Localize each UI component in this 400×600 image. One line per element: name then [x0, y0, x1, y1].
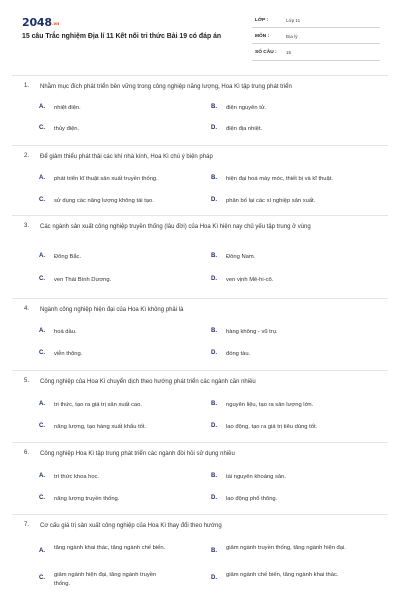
option-text: giảm ngành chế biến, tăng ngành khai thác. [226, 572, 339, 578]
question-text: Cơ cấu giá trị sản xuất công nghiệp của Hoa Kì thay đổi theo hướng [40, 523, 222, 529]
option-text: trí thức khoa học. [54, 474, 100, 480]
question-divider [12, 145, 388, 146]
option-text: sử dụng các năng lượng không tái tạo. [54, 198, 154, 204]
option-letter: A. [39, 401, 45, 407]
option-text: phát triển kĩ thuật sản xuất truyền thống. [54, 176, 158, 182]
option-text: tri thức, tạo ra giá trị sản xuất cao. [54, 402, 142, 408]
option-letter: D. [211, 575, 217, 581]
option-letter: A. [39, 548, 45, 554]
meta-row-count [252, 47, 380, 61]
meta-label-count: SỐ CÂU : [255, 50, 277, 56]
option-letter: C. [39, 423, 45, 429]
option-letter: D. [211, 197, 217, 203]
site-logo[interactable] [22, 16, 59, 29]
option-letter: C. [39, 495, 45, 501]
document-header [0, 0, 400, 68]
option-letter: C. [39, 125, 45, 131]
question-number: 4. [24, 306, 30, 312]
question-text: Nhằm mục đích phát triển bền vững trong công nghiệp năng lượng, Hoa Kì tập trung phát triển [40, 84, 292, 90]
question-text: Các ngành sản xuất công nghiệp truyền thống (lâu đời) của Hoa Kì hiện nay chủ yếu tập trung ở vùng [40, 224, 311, 230]
question-number: 6. [24, 450, 30, 456]
option-text: ven vịnh Mê-hi-cô. [226, 277, 274, 283]
option-text: Đông Bắc. [54, 254, 82, 260]
option-letter: D. [211, 125, 217, 131]
question-divider [12, 514, 388, 515]
meta-value-class: Lớp 11 [286, 17, 301, 23]
option-letter: A. [39, 328, 45, 334]
logo-main: 2048 [22, 16, 52, 29]
option-letter: B. [211, 401, 217, 407]
meta-label-class: LỚP : [255, 17, 269, 23]
question-text: Ngành công nghiệp hiện đại của Hoa Kì không phải là [40, 307, 184, 313]
question-number: 1. [24, 83, 30, 89]
option-text: hoá dầu. [54, 329, 77, 335]
option-letter: C. [39, 197, 45, 203]
meta-value-subject: Địa lý [286, 33, 298, 39]
question-text: Để giảm thiểu phát thải các khí nhà kính, Hoa Kì chú ý biện pháp [40, 154, 213, 160]
option-text: điện địa nhiệt. [226, 126, 263, 132]
logo-suffix: .vn [51, 22, 60, 27]
question-divider [12, 370, 388, 371]
meta-row-class [252, 14, 380, 28]
option-text: giảm ngành truyền thống, tăng ngành hiện đại. [226, 545, 346, 551]
option-text: thủy điện. [54, 126, 80, 132]
option-text: nguyên liệu, tạo ra sản lượng lớn. [226, 402, 314, 408]
option-text: viễn thông. [54, 351, 83, 357]
option-letter: D. [211, 423, 217, 429]
question-divider [12, 75, 388, 76]
option-letter: C. [39, 276, 45, 282]
meta-row-subject [252, 30, 380, 44]
option-letter: B. [211, 253, 217, 259]
question-number: 3. [24, 223, 30, 229]
option-text: ven Thái Bình Dương. [54, 277, 112, 283]
option-text: hiện đại hoá máy móc, thiết bị và kĩ thuật. [226, 176, 333, 182]
option-letter: D. [211, 495, 217, 501]
question-number: 2. [24, 153, 30, 159]
question-text: Công nghiệp của Hoa Kì chuyển dịch theo hướng phát triển các ngành cần nhiều [40, 379, 256, 385]
option-letter: B. [211, 328, 217, 334]
meta-value-count: 15 [286, 50, 292, 56]
meta-info-table [252, 14, 380, 63]
option-letter: D. [211, 276, 217, 282]
page-title: 15 câu Trắc nghiệm Địa lí 11 Kết nối tri thức Bài 19 có đáp án [22, 33, 222, 40]
option-text: giảm ngành hiện đại, tăng ngành truyền thống. [54, 572, 157, 587]
option-text: đóng tàu. [226, 351, 251, 357]
option-text: nhiệt điện. [54, 105, 81, 111]
option-letter: B. [211, 548, 217, 554]
option-text: lao động phổ thông. [226, 496, 278, 502]
option-text: tăng ngành khai thác, tăng ngành chế biến. [54, 545, 166, 551]
question-divider [12, 215, 388, 216]
question-divider [12, 442, 388, 443]
option-letter: C. [39, 575, 45, 581]
question-text: Công nghiệp Hoa Kì tập trung phát triển các ngành đòi hỏi sử dụng nhiều [40, 451, 235, 457]
option-letter: A. [39, 253, 45, 259]
option-text: năng lượng, tạo hàng xuất khẩu tốt. [54, 424, 147, 430]
option-text: hàng không - vũ trụ. [226, 329, 278, 335]
option-letter: B. [211, 473, 217, 479]
option-text: năng lượng truyền thống. [54, 496, 120, 502]
option-text: điện nguyên tử. [226, 105, 267, 111]
option-letter: B. [211, 104, 217, 110]
option-letter: B. [211, 175, 217, 181]
option-letter: A. [39, 473, 45, 479]
option-letter: D. [211, 350, 217, 356]
option-text: tài nguyên khoáng sản. [226, 474, 286, 480]
option-text: Đông Nam. [226, 254, 256, 260]
option-letter: C. [39, 350, 45, 356]
meta-label-subject: MÔN : [255, 33, 270, 39]
option-letter: A. [39, 104, 45, 110]
question-number: 5. [24, 378, 30, 384]
option-letter: A. [39, 175, 45, 181]
question-divider [12, 298, 388, 299]
option-text: phân bố lại các xí nghiệp sản xuất. [226, 198, 316, 204]
option-text: lao động, tạo ra giá trị tiêu dùng tốt. [226, 424, 318, 430]
question-number: 7. [24, 522, 30, 528]
